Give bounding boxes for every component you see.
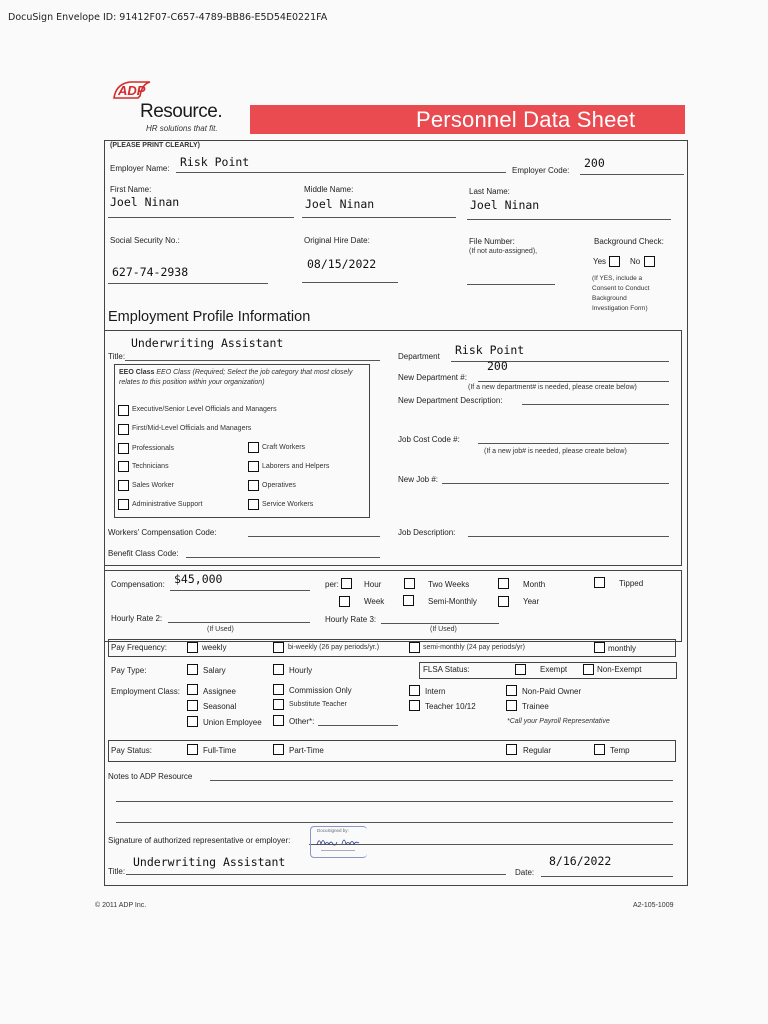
job-description-label: Job Description: (398, 528, 456, 537)
background-note-line: Consent to Conduct (592, 285, 650, 292)
notes-label: Notes to ADP Resource (108, 772, 193, 781)
job-description-line (468, 536, 669, 537)
weekly-label: weekly (202, 643, 227, 652)
assignee-checkbox[interactable] (187, 684, 198, 695)
print-clearly-note: (PLEASE PRINT CLEARLY) (110, 142, 200, 149)
benefit-class-label: Benefit Class Code: (108, 549, 179, 558)
flsa-status-label: FLSA Status: (423, 665, 470, 674)
new-job-line (442, 483, 669, 484)
eeo-instruction: EEO Class EEO Class (Required; Select the job category that most closely (119, 369, 353, 376)
eeo-craft-label: Craft Workers (262, 444, 306, 451)
per-two-weeks-checkbox[interactable] (404, 578, 415, 589)
hourly-rate-3-label: Hourly Rate 3: (325, 615, 377, 624)
payroll-note: *Call your Payroll Representative (507, 718, 610, 725)
middle-name-value[interactable]: Joel Ninan (305, 197, 375, 211)
eeo-admin-checkbox[interactable] (118, 499, 129, 510)
seasonal-label: Seasonal (203, 702, 237, 711)
signature-label: Signature of authorized representative or employer: (108, 836, 291, 845)
part-time-checkbox[interactable] (273, 744, 284, 755)
hire-date-value[interactable]: 08/15/2022 (307, 257, 377, 271)
temp-label: Temp (610, 746, 630, 755)
middle-name-label: Middle Name: (304, 185, 354, 194)
background-note (592, 274, 649, 314)
exempt-checkbox[interactable] (515, 664, 526, 675)
footer-title-value[interactable]: Underwriting Assistant (133, 855, 286, 869)
union-employee-checkbox[interactable] (187, 716, 198, 727)
section-title: Employment Profile Information (108, 309, 311, 325)
docusign-envelope-id: DocuSign Envelope ID: 91412F07-C657-4789-BB86-E5D54E0221FA (8, 12, 328, 23)
eeo-prof-checkbox[interactable] (118, 443, 129, 454)
pay-frequency-label: Pay Frequency: (111, 643, 168, 652)
notes-line (210, 780, 673, 781)
job-cost-note: (If a new job# is needed, please create below) (484, 448, 627, 455)
last-name-line (467, 219, 671, 220)
regular-label: Regular (523, 746, 552, 755)
handwritten-signature (314, 833, 366, 849)
hourly-label: Hourly (289, 666, 313, 675)
salary-checkbox[interactable] (187, 664, 198, 675)
pay-type-label: Pay Type: (111, 666, 147, 675)
eeo-prof-label: Professionals (132, 445, 175, 452)
employer-code-label: Employer Code: (512, 166, 570, 175)
regular-checkbox[interactable] (506, 744, 517, 755)
brand-tagline: HR solutions that fit. (146, 124, 218, 133)
non-exempt-checkbox[interactable] (583, 664, 594, 675)
adp-logo (112, 78, 150, 98)
svg-text:ADP: ADP (118, 83, 146, 98)
other-line (318, 725, 398, 726)
footer-date-label: Date: (515, 868, 535, 877)
form-code: A2-105-1009 (633, 902, 674, 909)
per-month-label: Month (523, 580, 546, 589)
tipped-label: Tipped (619, 579, 644, 588)
per-hour-checkbox[interactable] (341, 578, 352, 589)
hourly-rate-3-line (381, 623, 499, 624)
new-dept-value[interactable]: 200 (487, 359, 508, 373)
eeo-mid-label: First/Mid-Level Officials and Managers (132, 425, 252, 432)
biweekly-label: bi-weekly (26 pay periods/yr.) (288, 644, 380, 651)
ssn-value[interactable]: 627-74-2938 (112, 265, 189, 279)
hourly-rate-3-if-used: (If Used) (430, 626, 457, 633)
hire-date-line (302, 282, 398, 283)
background-check-label: Background Check: (594, 237, 664, 246)
per-hour-label: Hour (364, 580, 382, 589)
eeo-mid-checkbox[interactable] (118, 424, 129, 435)
hourly-rate-2-label: Hourly Rate 2: (111, 614, 163, 623)
employment-class-label: Employment Class: (111, 687, 180, 696)
salary-label: Salary (203, 666, 226, 675)
eeo-sales-label: Sales Worker (132, 482, 174, 489)
union-employee-label: Union Employee (203, 718, 262, 727)
department-value[interactable]: Risk Point (455, 343, 525, 357)
eeo-oper-checkbox[interactable] (248, 480, 259, 491)
biweekly-checkbox[interactable] (273, 642, 284, 653)
job-cost-label: Job Cost Code #: (398, 435, 460, 444)
last-name-label: Last Name: (469, 187, 510, 196)
per-week-label: Week (364, 597, 385, 606)
hire-date-label: Original Hire Date: (304, 236, 370, 245)
eeo-craft-checkbox[interactable] (248, 442, 259, 453)
notes-line (116, 822, 673, 823)
new-dept-desc-label: New Department Description: (398, 396, 503, 405)
background-no-checkbox[interactable] (644, 256, 655, 267)
eeo-service-checkbox[interactable] (248, 499, 259, 510)
eeo-labor-label: Laborers and Helpers (262, 463, 330, 470)
semimonthly-checkbox[interactable] (409, 642, 420, 653)
footer-date-value[interactable]: 8/16/2022 (549, 854, 612, 868)
workers-comp-line (248, 536, 380, 537)
title-line (125, 360, 380, 361)
department-label: Department (398, 352, 440, 361)
background-yes-label: Yes (593, 257, 607, 266)
intern-checkbox[interactable] (409, 685, 420, 696)
new-dept-desc-line (522, 404, 669, 405)
substitute-teacher-label: Substitute Teacher (289, 701, 347, 708)
eeo-instruction-text: EEO Class (Required; Select the job category that most closely (156, 369, 353, 376)
workers-comp-label: Workers' Compensation Code: (108, 528, 217, 537)
brand-name: Resource. (140, 101, 223, 122)
other-checkbox[interactable] (273, 715, 284, 726)
new-dept-label: New Department #: (398, 373, 467, 382)
file-number-note: (If not auto-assigned), (469, 248, 538, 255)
employer-name-value[interactable]: Risk Point (180, 155, 250, 169)
trainee-label: Trainee (522, 702, 549, 711)
file-number-label: File Number: (469, 237, 515, 246)
first-name-line (108, 217, 294, 218)
intern-label: Intern (425, 687, 446, 696)
trainee-checkbox[interactable] (506, 700, 517, 711)
new-dept-line (478, 381, 669, 382)
eeo-instruction-2: relates to this position within your organization) (119, 379, 265, 386)
ssn-line (108, 283, 268, 284)
hourly-rate-2-if-used: (If Used) (207, 626, 234, 633)
eeo-exec-checkbox[interactable] (118, 405, 129, 416)
hourly-rate-2-line (168, 622, 310, 623)
employer-code-line (580, 174, 684, 175)
file-number-line (467, 284, 555, 285)
non-exempt-label: Non-Exempt (597, 665, 642, 674)
eeo-admin-label: Administrative Support (132, 501, 203, 508)
form-title: Personnel Data Sheet (416, 107, 636, 132)
copyright: © 2011 ADP Inc. (95, 902, 147, 909)
commission-label: Commission Only (289, 686, 352, 695)
background-no-label: No (630, 257, 641, 266)
full-time-checkbox[interactable] (187, 744, 198, 755)
compensation-line (170, 590, 310, 591)
monthly-checkbox[interactable] (594, 642, 605, 653)
eeo-service-label: Service Workers (262, 501, 314, 508)
docusign-label: DocuSigned by: (317, 828, 349, 833)
eeo-box (114, 364, 370, 518)
background-yes-checkbox[interactable] (609, 256, 620, 267)
docusign-id-line (321, 850, 355, 851)
new-dept-note: (If a new department# is needed, please create below) (468, 384, 637, 391)
other-label: Other*: (289, 717, 315, 726)
new-job-label: New Job #: (398, 475, 439, 484)
docusign-signature-box[interactable] (310, 826, 367, 858)
compensation-label: Compensation: (111, 580, 165, 589)
non-paid-owner-label: Non-Paid Owner (522, 687, 582, 696)
temp-checkbox[interactable] (594, 744, 605, 755)
employer-code-value[interactable]: 200 (584, 156, 605, 170)
weekly-checkbox[interactable] (187, 642, 198, 653)
header-bar (250, 105, 685, 134)
semimonthly-label: semi-monthly (24 pay periods/yr) (423, 644, 525, 651)
exempt-label: Exempt (540, 665, 568, 674)
per-year-checkbox[interactable] (498, 596, 509, 607)
pay-status-label: Pay Status: (111, 746, 152, 755)
first-name-value[interactable]: Joel Ninan (110, 195, 180, 209)
footer-title-line (126, 874, 506, 875)
monthly-label: monthly (608, 644, 637, 653)
background-note-line: Background (592, 295, 627, 302)
teacher-checkbox[interactable] (409, 700, 420, 711)
per-label: per: (325, 580, 339, 589)
footer-title-label: Title: (108, 867, 126, 876)
per-month-checkbox[interactable] (498, 578, 509, 589)
background-note-line: (If YES, include a (592, 275, 643, 282)
per-year-label: Year (523, 597, 540, 606)
eeo-labor-checkbox[interactable] (248, 461, 259, 472)
non-paid-owner-checkbox[interactable] (506, 685, 517, 696)
ssn-label: Social Security No.: (110, 236, 180, 245)
per-semi-monthly-checkbox[interactable] (403, 595, 414, 606)
eeo-sales-checkbox[interactable] (118, 480, 129, 491)
full-time-label: Full-Time (203, 746, 237, 755)
per-semi-monthly-label: Semi-Monthly (428, 597, 477, 606)
title-value[interactable]: Underwriting Assistant (131, 336, 284, 350)
eeo-tech-label: Technicians (132, 463, 169, 470)
substitute-teacher-checkbox[interactable] (273, 699, 284, 710)
title-label: Title: (108, 352, 126, 361)
seasonal-checkbox[interactable] (187, 700, 198, 711)
teacher-label: Teacher 10/12 (425, 702, 476, 711)
employer-name-label: Employer Name: (110, 164, 170, 173)
eeo-exec-label: Executive/Senior Level Officials and Managers (132, 406, 277, 413)
job-cost-line (478, 443, 669, 444)
per-week-checkbox[interactable] (339, 596, 350, 607)
background-note-line: Investigation Form) (592, 305, 648, 312)
commission-checkbox[interactable] (273, 684, 284, 695)
footer-date-line (541, 876, 673, 877)
tipped-checkbox[interactable] (594, 577, 605, 588)
department-line (451, 361, 669, 362)
eeo-tech-checkbox[interactable] (118, 461, 129, 472)
hourly-checkbox[interactable] (273, 664, 284, 675)
part-time-label: Part-Time (289, 746, 324, 755)
first-name-label: First Name: (110, 185, 152, 194)
notes-line (116, 801, 673, 802)
eeo-oper-label: Operatives (262, 482, 296, 489)
last-name-value[interactable]: Joel Ninan (470, 198, 540, 212)
assignee-label: Assignee (203, 687, 236, 696)
per-two-weeks-label: Two Weeks (428, 580, 470, 589)
middle-name-line (302, 217, 456, 218)
employer-name-line (176, 172, 506, 173)
benefit-class-line (186, 557, 380, 558)
compensation-value[interactable]: $45,000 (174, 572, 223, 586)
